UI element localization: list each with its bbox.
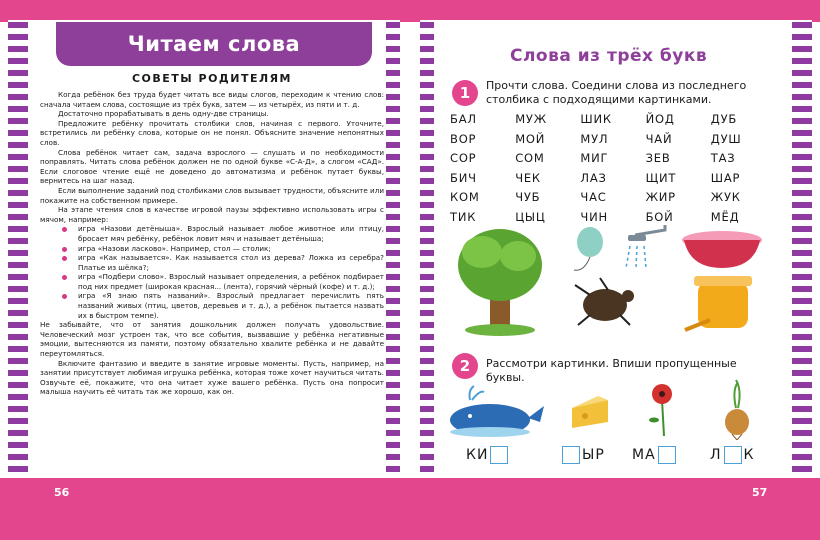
- letter-input-box[interactable]: [490, 446, 508, 464]
- word-cell: ТИК: [450, 209, 477, 224]
- word-cell: ЧУБ: [515, 190, 541, 204]
- game-item: игра «Как называется». Как называется стол из дерева? Ложка из серебра? Платье из шёлка?;: [40, 253, 384, 272]
- word-cell: ЧАС: [580, 190, 607, 204]
- oak-tree-icon[interactable]: [458, 229, 542, 336]
- word-cell: ЖИР: [645, 190, 676, 204]
- shower-icon[interactable]: [626, 225, 665, 268]
- whale-icon: [450, 386, 544, 437]
- game-item: игра «Назови детёныша». Взрослый называет любое животное или птицу, бросает мяч ребёнку, ребёнок ловит мяч и называет детёныша;: [40, 224, 384, 243]
- task-1-instructions: Прочти слова. Соедини слова из последнего столбика с подходящими картинками.: [486, 79, 747, 106]
- task-1-number: 1: [452, 80, 478, 106]
- word-cell: БОЙ: [645, 209, 674, 224]
- word-cell: ЧЕК: [515, 170, 541, 185]
- right-page-number: 57: [752, 486, 768, 499]
- word-cell: ЗЕВ: [645, 151, 671, 165]
- poppy-flower-icon: [649, 384, 672, 436]
- games-list: [40, 224, 384, 320]
- beetle-icon[interactable]: [575, 278, 634, 325]
- onion-icon: [725, 380, 749, 440]
- word-cell: ЛАЗ: [580, 170, 607, 185]
- cheese-icon: [572, 396, 608, 428]
- parents-advice-heading: СОВЕТЫ РОДИТЕЛЯМ: [131, 72, 293, 85]
- word-part: ЫР: [582, 447, 605, 463]
- word-cell: ЦЫЦ: [515, 209, 546, 224]
- word-cell: КОМ: [450, 190, 480, 204]
- word-cell: БИЧ: [450, 170, 477, 185]
- right-page-inner-stripes: [420, 22, 434, 478]
- word-cell: ТАЗ: [710, 151, 736, 165]
- fill-word-cheese: [560, 446, 605, 464]
- game-item: игра «Назови ласково». Например, стол — столик;: [40, 244, 384, 254]
- fill-word-onion: [710, 446, 754, 464]
- letter-input-box[interactable]: [724, 446, 742, 464]
- right-page-title: Слова из трёх букв: [510, 46, 708, 66]
- word-grid: [450, 110, 776, 227]
- task-1-pictures: [440, 220, 780, 340]
- game-item: игра «Подбери слово». Взрослый называет определения, а ребёнок подбирает под них предмет (широкая красная... (лента), горячий чёрный (кофе) и т. д.);: [40, 272, 384, 291]
- advice-paragraph: Включите фантазию и введите в занятие игровые моменты. Пусть, например, на занятии присутствует любимая игрушка ребёнка, которая тоже хочет научиться читать. Озвучьте её, покажите, что она читает хуже вашего ребёнка. Пусть она попросит малыша научить её читать так же хорошо, как он.: [40, 358, 384, 397]
- bottom-pink-band: [0, 478, 820, 540]
- word-cell: ЙОД: [645, 112, 675, 126]
- game-item: игра «Я знаю пять названий». Взрослый предлагает перечислить пять названий живых (птиц, цветов, деревьев и т. д.), а ребёнок пытается назвать их в быстром темпе).: [40, 291, 384, 320]
- advice-paragraph: Не забывайте, что от занятия дошкольник должен получать удовольствие. Человеческий мозг устроен так, что все события, вызвавшие у ребёнка негативные эмоции, вытесняются из памяти, поэтому обязательно хвалите ребёнка и не давайте переутомляться.: [40, 320, 384, 359]
- word-cell: ШАР: [710, 170, 741, 185]
- letter-input-box[interactable]: [658, 446, 676, 464]
- fill-word-poppy: [632, 446, 678, 464]
- letter-input-box[interactable]: [562, 446, 580, 464]
- word-cell: МЁД: [710, 209, 740, 224]
- left-page-outer-stripes: [8, 22, 28, 478]
- advice-paragraph: Слова ребёнок читает сам, задача взрослого — слушать и по необходимости поправлять. Читать слова ребёнок должен не по одной букве «С-А-Д», а слогом «САД». Если слоговое чтение ещё не доведено до автоматизма и ребёнок путает буквы, вернитесь на шаг назад.: [40, 147, 384, 186]
- word-cell: ДУШ: [710, 131, 742, 146]
- word-cell: ЧИН: [580, 209, 608, 224]
- word-cell: СОР: [450, 151, 477, 165]
- task-2-instructions: Рассмотри картинки. Впиши пропущенные буквы.: [486, 357, 737, 384]
- advice-paragraph: Если выполнение заданий под столбиками слов вызывает трудности, объясните или покажите на собственном примере.: [40, 185, 384, 205]
- parents-advice-text: [40, 90, 384, 397]
- word-cell: ЩИТ: [645, 170, 677, 185]
- left-page-number: 56: [54, 486, 70, 499]
- task-2-number: 2: [452, 353, 478, 379]
- word-cell: МУЖ: [515, 112, 547, 126]
- advice-paragraph: Когда ребёнок без труда будет читать все виды слогов, переходим к чтению слов: сначала читаем слова, состоящие из трёх букв, затем — из четырёх, из пяти и т. д.: [40, 90, 384, 109]
- word-cell: МИГ: [580, 151, 609, 165]
- word-cell: СОМ: [515, 151, 545, 165]
- left-page-inner-stripes: [386, 22, 400, 478]
- word-part: К: [743, 447, 755, 463]
- advice-paragraph: Достаточно прорабатывать в день одну-две страницы.: [58, 109, 269, 119]
- task-2-pictures: [440, 378, 780, 440]
- fill-word-whale: [466, 446, 510, 464]
- word-cell: БАЛ: [450, 112, 477, 126]
- word-cell: ЧАЙ: [645, 131, 673, 146]
- word-cell: ЖУК: [710, 190, 741, 204]
- word-cell: ДУБ: [710, 112, 738, 126]
- word-part: Л: [710, 447, 722, 463]
- right-page-outer-stripes: [792, 22, 812, 478]
- top-pink-band: [0, 0, 820, 22]
- left-page-title: Читаем слова: [56, 22, 372, 66]
- advice-paragraph: Предложите ребёнку прочитать столбики слов, начиная с первого. Уточните, встретились ли ребёнку слова, которые он не понял. Объясните значение непонятных слов.: [40, 118, 384, 147]
- word-cell: МУЛ: [580, 131, 609, 146]
- word-part: МА: [632, 447, 656, 463]
- word-cell: ВОР: [450, 131, 477, 146]
- balloon-icon[interactable]: [574, 227, 603, 270]
- basin-icon[interactable]: [682, 231, 762, 268]
- advice-paragraph: На этапе чтения слов в качестве игровой паузы эффективно использовать игры с мячом, например:: [40, 205, 384, 224]
- word-cell: ШИК: [580, 112, 612, 126]
- word-part: КИ: [466, 447, 489, 463]
- honey-jar-icon[interactable]: [685, 276, 752, 330]
- word-cell: МОЙ: [515, 131, 546, 146]
